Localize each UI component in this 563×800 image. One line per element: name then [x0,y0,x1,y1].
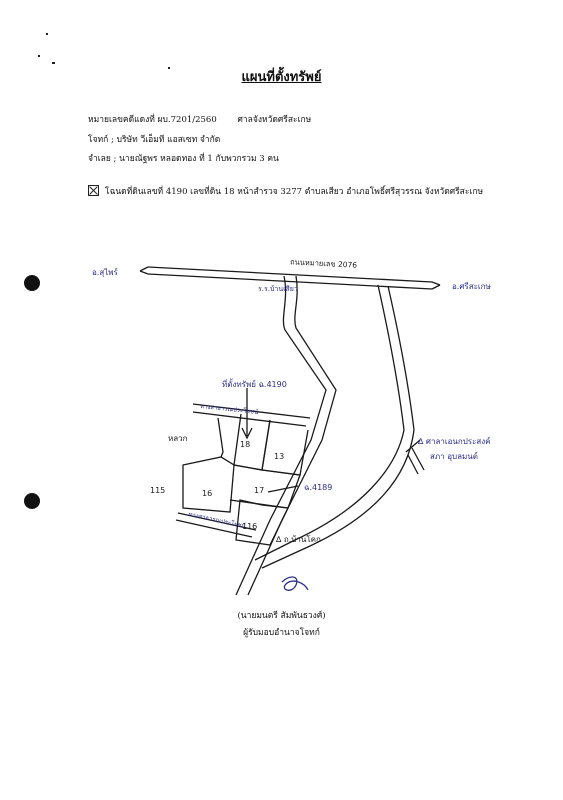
defendant-name: นายณัฐพร หลอดทอง ที่ 1 กับพวกรวม 3 คน [119,154,279,164]
plaintiff-label: โจทก์ ; [88,135,114,145]
map-label-school: ร.ร.บ้านเสียว [258,285,298,293]
court-name: ศาลจังหวัดศรีสะเกษ [237,115,312,125]
map-label-village-road: ∆ ถ.บ้านโคก [276,535,321,544]
map-label-landmark-2: สภา อุบลมนต์ [430,452,478,461]
right-arrow-icon [432,282,440,289]
case-number-label: หมายเลขคดีแดงที่ [88,115,155,125]
document-title: แผนที่ตั้งทรัพย์ [241,70,322,85]
parcel-label-116: 116 [242,522,258,531]
map-label-north: หลวก [168,434,188,443]
signature-icon [282,577,308,590]
parcel-label-16: 16 [202,489,213,498]
map-label-property: ที่ตั้งทรัพย์ ฉ.4190 [222,380,287,389]
parcel-label-17: 17 [254,486,265,495]
signatory-name: (นายมนตรี สัมพันธวงศ์) [237,611,326,621]
signatory-role: ผู้รับมอบอำนาจโจทก์ [243,628,320,638]
defendant-label: จำเลย ; [88,154,117,164]
map-label-highway: ถนนหมายเลข 2076 [289,257,358,270]
map-label-right-town: อ.ศรีสะเกษ [452,282,491,291]
deed-description: โฉนดที่ดินเลขที่ 4190 เลขที่ดิน 18 หน้าสำรวจ 3277 ตำบลเสียว อำเภอโพธิ์ศรีสุวรรณ จังหวัดศรีสะเกษ [105,187,484,197]
map-label-deed-4189: ฉ.4189 [304,483,333,492]
local-road-right-edge [248,276,336,595]
case-number: ผบ.7201/2560 [157,115,217,125]
parcel-label-13: 13 [274,452,285,461]
plaintiff-name: บริษัท วีเอ็มที แอสเซท จำกัด [116,135,221,145]
map-label-side-parcel: 115 [150,486,166,495]
parcel-divider [218,418,223,457]
parcel-13 [262,420,308,475]
parcel-16 [183,457,234,512]
left-arrow-icon [140,267,148,274]
parcel-17 [230,465,300,508]
map-label-top-road: ทางสาธารณประโยชน์ [199,402,259,417]
map-label-landmark-1: ∆ ศาลาเอนกประสงค์ [418,437,491,446]
map-label-bottom-road: ทางสาธารณประโยชน์ [187,511,247,530]
parcel-label-18: 18 [240,440,251,449]
map-label-left-town: อ.สุไพร์ [92,268,118,277]
side-branch [408,448,424,474]
highway-top-edge [148,267,432,282]
